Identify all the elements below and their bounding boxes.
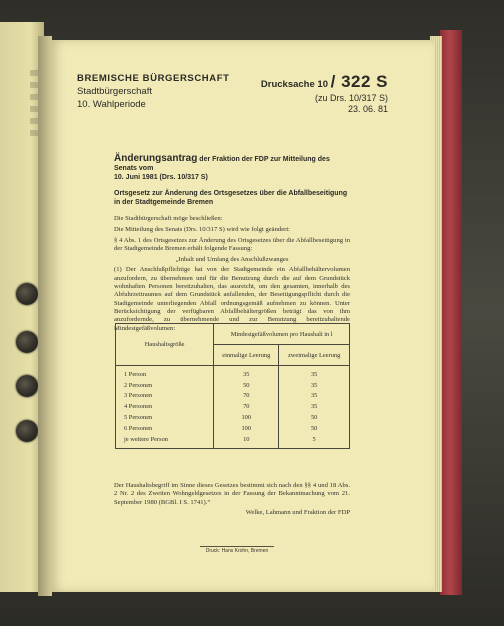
paragraph-main-text: (1) Der Anschlußpflichtige hat von der Stadtgemeinde ein Abfallbehältervolumen anzufordern, zu übernehmen und für die Benutzung durch die auf dem Grundstück wohnhaften Personen bereitzuhalten, das ausreicht, um den gesamten, innerhalb des Abfuhrzeitraumes auf dem Grundstück anfallenden, der Beseitigungspflicht durch die Stadtgemeinde unterliegenden Abfall ordnungsgemäß aufnehmen zu können. Unter Berücksichtigung der verfügbaren Abfallbehältergrößen beträgt das von ihm anzufordernde, zu übernehmende und zur Benutzung bereitzuhaltende Mindestgefäßvolumen: bbox=[114, 266, 350, 332]
imprint-rule bbox=[200, 546, 274, 547]
reference-number: (zu Drs. 10/317 S) bbox=[314, 93, 388, 103]
table-row bbox=[116, 412, 350, 423]
table-header-single: einmalige Leerung bbox=[214, 345, 279, 366]
row-single-volume: 100 bbox=[214, 423, 279, 434]
table-row bbox=[116, 366, 350, 380]
red-page-divider bbox=[440, 30, 462, 595]
signatories: Welke, Lahmann und Fraktion der FDP bbox=[245, 509, 350, 516]
row-single-volume: 10 bbox=[214, 434, 279, 448]
table-row bbox=[116, 401, 350, 412]
row-double-volume: 35 bbox=[279, 391, 350, 402]
table-header-double: zweimalige Leerung bbox=[279, 345, 350, 366]
container-volume-table bbox=[115, 323, 350, 449]
table-row bbox=[116, 380, 350, 391]
assembly-name: Stadtbürgerschaft bbox=[77, 86, 152, 97]
legislative-period: 10. Wahlperiode bbox=[77, 99, 146, 110]
document-page bbox=[50, 40, 434, 592]
row-double-volume: 50 bbox=[279, 423, 350, 434]
organization-name: BREMISCHE BÜRGERSCHAFT bbox=[77, 73, 230, 84]
letterhead-left bbox=[77, 73, 230, 110]
table-row bbox=[116, 391, 350, 402]
row-household-size: 4 Personen bbox=[116, 401, 214, 412]
motion-title-lead: Änderungsantrag bbox=[114, 153, 198, 164]
binder-ring-hole bbox=[16, 375, 38, 397]
row-household-size: 5 Personen bbox=[116, 412, 214, 423]
table-header-household: Haushaltsgröße bbox=[116, 324, 214, 366]
motion-title-rest: der Fraktion der FDP zur Mitteilung des Senats vom bbox=[114, 156, 330, 172]
paragraph-resolve: Die Stadtbürgerschaft möge beschließen: bbox=[114, 215, 223, 222]
binder-ring-hole bbox=[16, 283, 38, 305]
paragraph-heading: „Inhalt und Umfang des Anschlußzwanges bbox=[175, 255, 289, 263]
document-number-value: / 322 S bbox=[330, 72, 388, 91]
letterhead-right bbox=[261, 72, 388, 114]
row-single-volume: 70 bbox=[214, 401, 279, 412]
paragraph-amendment: Die Mitteilung des Senats (Drs. 10/317 S) wird wie folgt geändert: bbox=[114, 225, 290, 233]
row-double-volume: 5 bbox=[279, 434, 350, 448]
document-date: 23. 06. 81 bbox=[347, 104, 388, 114]
row-double-volume: 35 bbox=[279, 366, 350, 380]
paragraph-section-reference: § 4 Abs. 1 des Ortsgesetzes zur Änderung des Ortsgesetzes über die Abfallbeseitigung in der Stadtgemeinde Bremen erhält folgende Fassung: bbox=[114, 236, 350, 252]
motion-title bbox=[114, 154, 350, 182]
row-household-size: 6 Personen bbox=[116, 423, 214, 434]
row-double-volume: 35 bbox=[279, 401, 350, 412]
row-household-size: 2 Personen bbox=[116, 380, 214, 391]
document-number bbox=[261, 72, 388, 92]
motion-body bbox=[114, 215, 350, 335]
table-header-volume: Mindestgefäßvolumen pro Haushalt in l bbox=[214, 324, 350, 345]
row-single-volume: 35 bbox=[214, 366, 279, 380]
row-household-size: 1 Person bbox=[116, 366, 214, 380]
row-single-volume: 50 bbox=[214, 380, 279, 391]
table-row bbox=[116, 423, 350, 434]
motion-title-line2: 10. Juni 1981 (Drs. 10/317 S) bbox=[114, 174, 208, 181]
household-definition-note: Der Haushaltsbegriff im Sinne dieses Gesetzes bestimmt sich nach den §§ 4 und 18 Abs. 2 Nr. 2 des Zweiten Wohngeldgesetzes in der Fassung der Bekanntmachung vom 21. September 1980 (BGBl. I S. 1741).“ bbox=[114, 482, 350, 506]
row-single-volume: 70 bbox=[214, 391, 279, 402]
binder-ring-hole bbox=[16, 331, 38, 353]
table-row bbox=[116, 434, 350, 448]
row-double-volume: 50 bbox=[279, 412, 350, 423]
document-label: Drucksache 10 bbox=[260, 79, 328, 90]
row-single-volume: 100 bbox=[214, 412, 279, 423]
binder-ring-hole bbox=[16, 420, 38, 442]
row-household-size: je weitere Person bbox=[116, 434, 214, 448]
row-household-size: 3 Personen bbox=[116, 391, 214, 402]
law-subtitle: Ortsgesetz zur Änderung des Ortsgesetzes über die Abfallbeseitigung in der Stadtgemeinde Bremen bbox=[114, 190, 348, 206]
row-double-volume: 35 bbox=[279, 380, 350, 391]
printer-imprint: Druck: Hans Krohn, Bremen bbox=[205, 548, 269, 554]
